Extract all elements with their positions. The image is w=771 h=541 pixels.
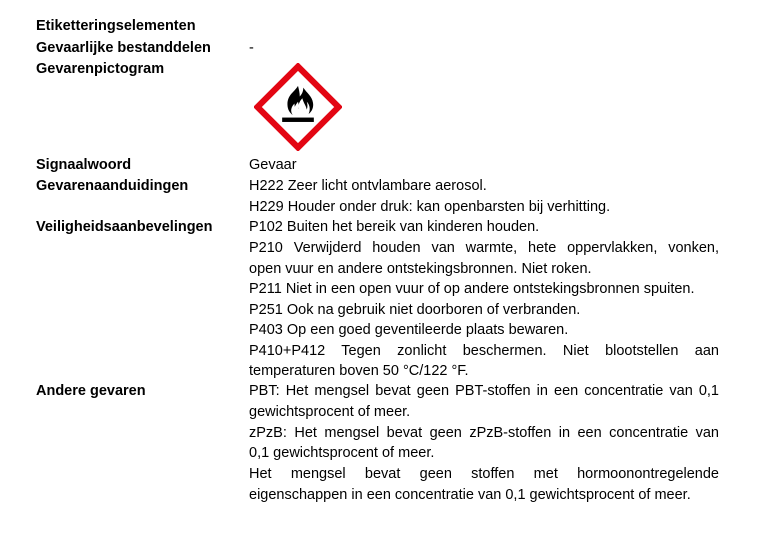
precautionary-statement-line: P410+P412 Tegen zonlicht beschermen. Niet blootstellen aan	[249, 343, 719, 359]
precautionary-statement-line: P403 Op een goed geventileerde plaats bewaren.	[249, 322, 569, 338]
hazard-statement-line: H229 Houder onder druk: kan openbarsten bij verhitting.	[249, 199, 611, 215]
precautionary-statements-label: Veiligheidsaanbevelingen	[36, 219, 213, 235]
precautionary-statement-line: P102 Buiten het bereik van kinderen houden.	[249, 219, 540, 235]
other-hazards-line: PBT: Het mengsel bevat geen PBT-stoffen in een concentratie van 0,1	[249, 383, 719, 399]
other-hazards-line: eigenschappen in een concentratie van 0,1 gewichtsprocent of meer.	[249, 487, 691, 503]
section-title: Etiketteringselementen	[36, 18, 196, 34]
other-hazards-label: Andere gevaren	[36, 383, 146, 399]
signal-word-label: Signaalwoord	[36, 157, 132, 173]
precautionary-statement-line: P210 Verwijderd houden van warmte, hete oppervlakken, vonken,	[249, 240, 719, 256]
precautionary-statement-line: P211 Niet in een open vuur of op andere ontstekingsbronnen spuiten.	[249, 281, 695, 297]
hazardous-components-value: -	[249, 40, 254, 56]
precautionary-statement-line: open vuur en andere ontstekingsbronnen. Niet roken.	[249, 261, 592, 277]
other-hazards-line: gewichtsprocent of meer.	[249, 404, 411, 420]
other-hazards-line: 0,1 gewichtsprocent of meer.	[249, 445, 435, 461]
other-hazards-line: zPzB: Het mengsel bevat geen zPzB-stoffen in een concentratie van	[249, 425, 719, 441]
flame-ghs02-icon	[254, 63, 342, 151]
hazardous-components-label: Gevaarlijke bestanddelen	[36, 40, 211, 56]
hazard-statements-label: Gevarenaanduidingen	[36, 178, 189, 194]
hazard-statement-line: H222 Zeer licht ontvlambare aerosol.	[249, 178, 487, 194]
precautionary-statement-line: temperaturen boven 50 °C/122 °F.	[249, 363, 469, 379]
pictogram-label: Gevarenpictogram	[36, 61, 165, 77]
signal-word-value: Gevaar	[249, 157, 297, 173]
other-hazards-line: Het mengsel bevat geen stoffen met hormoonontregelende	[249, 466, 719, 482]
precautionary-statement-line: P251 Ook na gebruik niet doorboren of verbranden.	[249, 302, 581, 318]
